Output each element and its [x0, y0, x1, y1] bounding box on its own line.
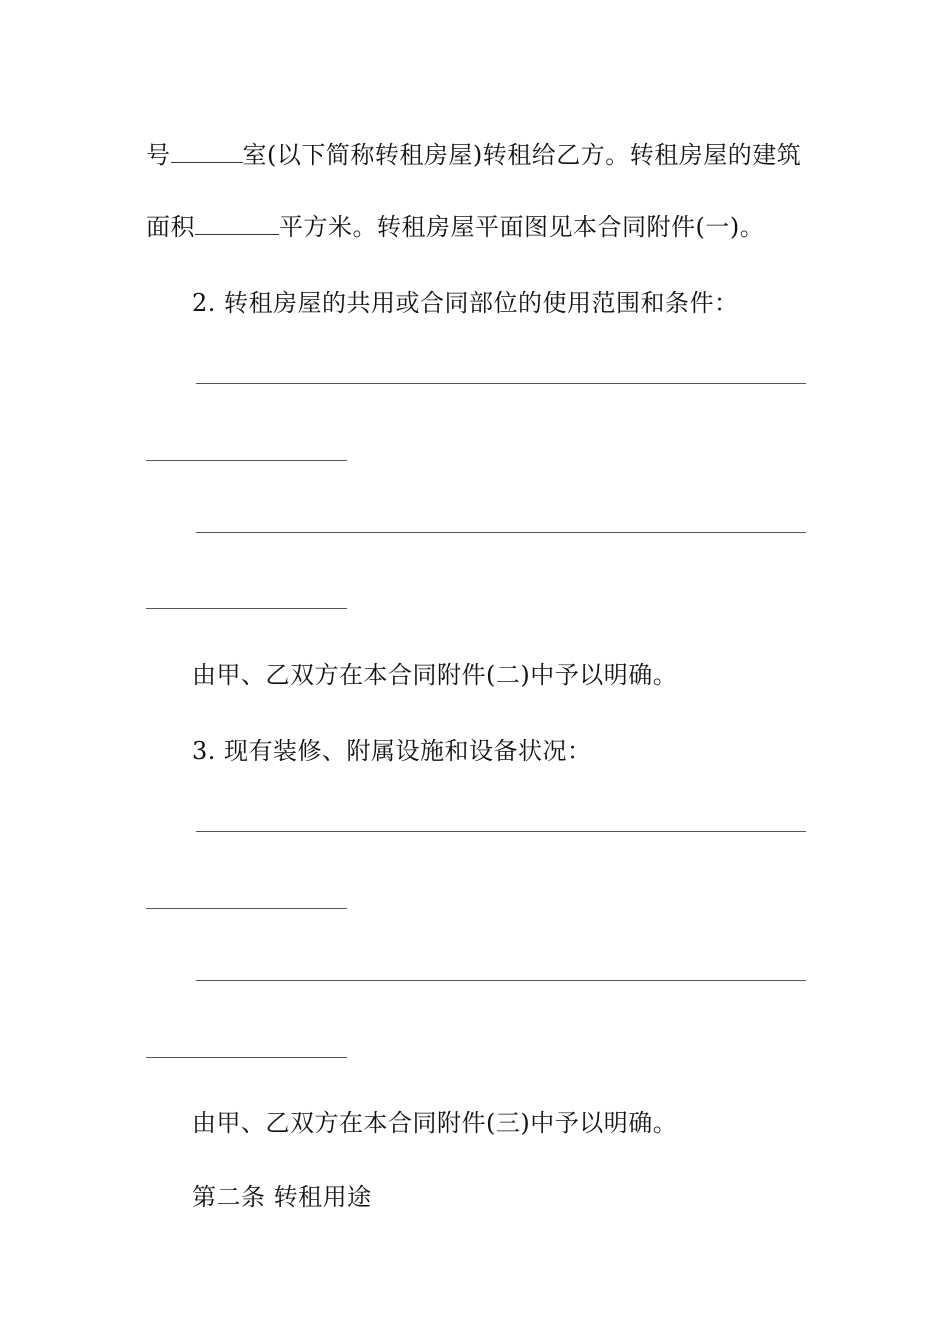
- item2-fill-line-2[interactable]: [196, 532, 806, 533]
- clause1-line2: [146, 212, 764, 242]
- item3-title: 3. 现有装修、附属设施和设备状况：: [192, 737, 592, 765]
- item3-fill-line-1[interactable]: [196, 831, 806, 832]
- item3-fill-line-2-cont[interactable]: [146, 1057, 347, 1058]
- item3-note: 由甲、乙双方在本合同附件(三)中予以明确。: [192, 1109, 678, 1137]
- room-description: 室(以下简称转租房屋)转租给乙方。转租房屋的建筑: [242, 141, 802, 169]
- item2-title: 2. 转租房屋的共用或合同部位的使用范围和条件：: [192, 289, 739, 317]
- item2-fill-line-1[interactable]: [196, 383, 806, 384]
- room-number-prefix: 号: [146, 141, 171, 169]
- item2-fill-line-1-cont[interactable]: [146, 460, 347, 461]
- item2-fill-line-2-cont[interactable]: [146, 608, 347, 609]
- area-description: 平方米。转租房屋平面图见本合同附件(一)。: [279, 213, 765, 241]
- item2-note: 由甲、乙双方在本合同附件(二)中予以明确。: [192, 661, 678, 689]
- area-prefix: 面积: [146, 213, 195, 241]
- room-number-blank[interactable]: [171, 140, 243, 163]
- item3-fill-line-1-cont[interactable]: [146, 908, 347, 909]
- item3-fill-line-2[interactable]: [196, 980, 806, 981]
- article2-title: 第二条 转租用途: [192, 1183, 372, 1211]
- clause1-line1: [146, 140, 801, 170]
- area-blank[interactable]: [195, 212, 279, 235]
